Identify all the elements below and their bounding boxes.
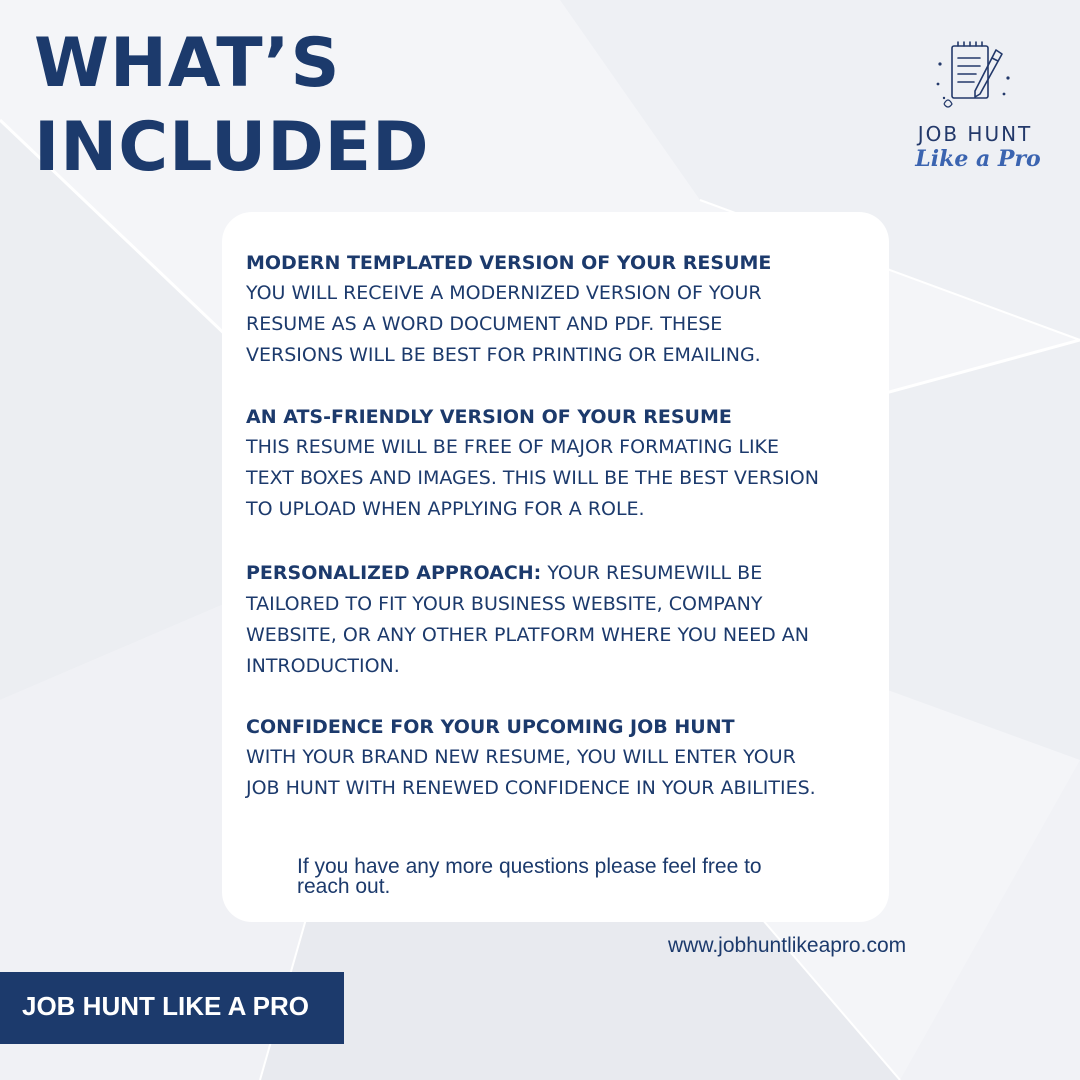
section-ats-friendly	[246, 402, 886, 525]
section-modern-template	[246, 248, 886, 371]
closing-note	[297, 857, 837, 897]
website-link[interactable]: www.jobhuntlikeapro.com	[668, 934, 907, 957]
section-body-line: RESUME AS A WORD DOCUMENT AND PDF. THESE	[246, 313, 723, 335]
page-title-line-1: WHAT’S	[34, 24, 341, 103]
section-body-line: WEBSITE, OR ANY OTHER PLATFORM WHERE YOU NEED AN	[246, 624, 810, 646]
section-body	[246, 558, 886, 682]
logo-tagline: Like a Pro	[915, 146, 1041, 172]
section-heading: PERSONALIZED APPROACH:	[246, 562, 542, 584]
section-body-line: YOUR RESUMEWILL BE	[541, 562, 763, 584]
section-confidence	[246, 712, 886, 804]
section-heading: AN ATS-FRIENDLY VERSION OF YOUR RESUME	[246, 406, 732, 428]
section-body-line: VERSIONS WILL BE BEST FOR PRINTING OR EMAILING.	[246, 344, 761, 366]
page-title	[34, 22, 554, 190]
footer-banner	[0, 972, 344, 1044]
section-body-line: INTRODUCTION.	[246, 655, 400, 677]
section-body-line: YOU WILL RECEIVE A MODERNIZED VERSION OF YOUR	[246, 282, 762, 304]
section-body-line: TEXT BOXES AND IMAGES. THIS WILL BE THE BEST VERSION	[246, 467, 819, 489]
section-body-line: THIS RESUME WILL BE FREE OF MAJOR FORMATING LIKE	[246, 436, 780, 458]
notepad-pen-icon	[930, 38, 1020, 118]
section-body-line: TAILORED TO FIT YOUR BUSINESS WEBSITE, COMPANY	[246, 593, 763, 615]
content-card	[222, 212, 889, 922]
footer-banner-label: JOB HUNT LIKE A PRO	[22, 991, 309, 1021]
section-body	[246, 742, 886, 804]
section-personalized-approach	[246, 558, 886, 682]
section-body-line: WITH YOUR BRAND NEW RESUME, YOU WILL ENTER YOUR	[246, 746, 796, 768]
closing-note-line: reach out.	[297, 875, 391, 898]
section-body	[246, 432, 886, 525]
page-title-line-2: INCLUDED	[34, 108, 430, 187]
section-heading: MODERN TEMPLATED VERSION OF YOUR RESUME	[246, 252, 772, 274]
section-body-line: TO UPLOAD WHEN APPLYING FOR A ROLE.	[246, 498, 645, 520]
closing-note-line: If you have any more questions please feel free to	[297, 855, 762, 878]
logo-wordmark: JOB HUNT	[917, 122, 1033, 146]
section-body-line: JOB HUNT WITH RENEWED CONFIDENCE IN YOUR ABILITIES.	[246, 777, 816, 799]
section-heading: CONFIDENCE FOR YOUR UPCOMING JOB HUNT	[246, 716, 735, 738]
brand-logo	[890, 38, 1060, 188]
section-body	[246, 278, 886, 371]
